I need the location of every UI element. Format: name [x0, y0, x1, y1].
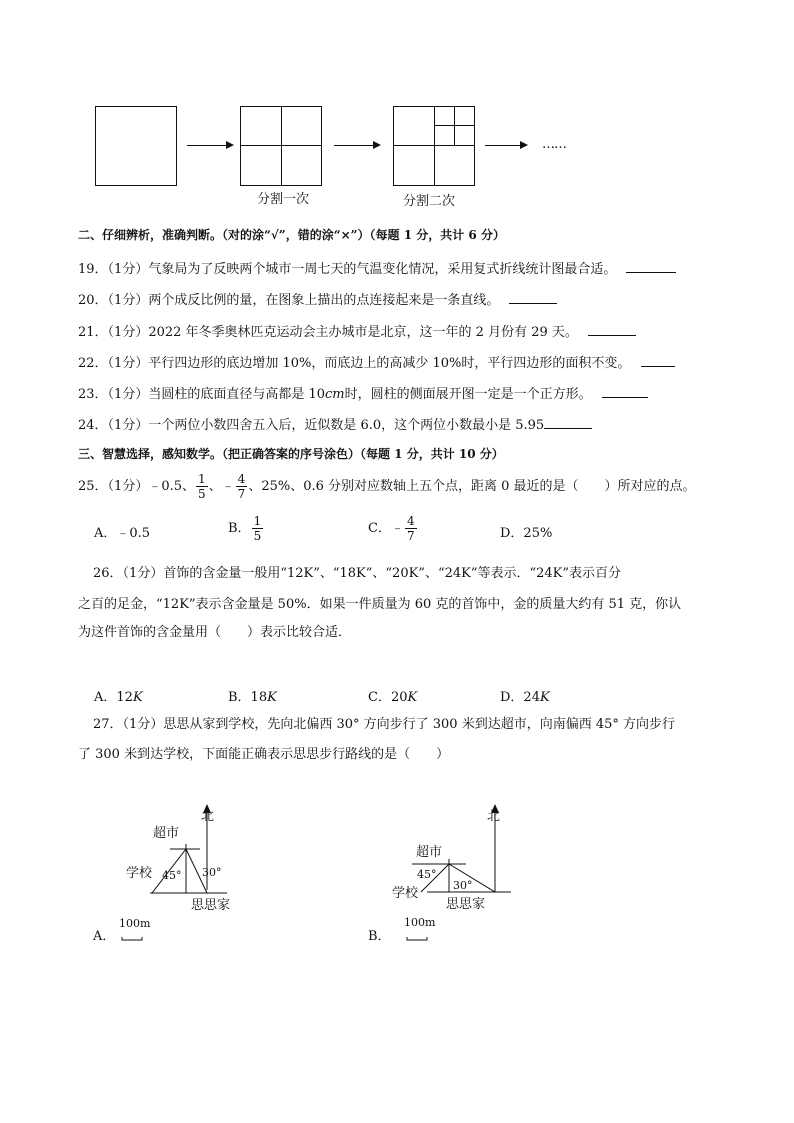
scale-bar: [122, 937, 142, 940]
q26-option-a[interactable]: [94, 686, 143, 705]
arrow-2: [334, 145, 374, 146]
route-figure-b[interactable]: [365, 800, 525, 945]
arrow-1-head: [226, 141, 234, 149]
arrow-3: [485, 145, 521, 146]
unit-k: K: [539, 690, 550, 705]
divider: [434, 106, 435, 186]
question-number: 24．: [78, 418, 108, 433]
unit-cm: cm: [325, 387, 345, 402]
question-text: （1分）平行四边形的底边增加 10%，而底边上的高减少 10%时，平行四边形的面积不变。: [107, 356, 631, 371]
fraction-four-sevenths: $\frac{4}{7}$: [237, 472, 246, 501]
arrow-1: [187, 145, 227, 146]
option-letter: B．: [228, 521, 251, 536]
question-22: [78, 354, 675, 372]
home-label: 思思家: [446, 897, 486, 912]
question-suffix: 、25%、0.6 分别对应数轴上五个点，距离 0 最近的是（ ）所对应的点。: [248, 479, 696, 494]
question-text-cont: 时，圆柱的侧面展开图一定是一个正方形。: [344, 387, 592, 402]
q26-option-b[interactable]: [228, 686, 277, 705]
fraction-one-fifth: $\frac{1}{5}$: [253, 514, 262, 543]
question-19: [78, 260, 676, 278]
option-text: B．18: [228, 690, 268, 705]
question-number: 22．: [78, 356, 108, 371]
question-number: 25．: [78, 479, 108, 494]
option-b-label: B．: [368, 929, 391, 944]
label-divided-twice: 分割二次: [403, 194, 456, 209]
option-a-label: A．: [93, 929, 116, 944]
minus-sign: ﹣: [221, 479, 235, 494]
unit-k: K: [267, 690, 277, 705]
unit-k: K: [407, 690, 418, 705]
question-text: （1分）气象局为了反映两个城市一周七天的气温变化情况，采用复式折线统计图最合适。: [107, 262, 617, 277]
angle-45-label: 45°: [417, 868, 437, 881]
angle-45-label: 45°: [162, 869, 182, 882]
question-number: 21．: [78, 325, 108, 340]
section-2-header: 二、仔细辨析，准确判断。（对的涂“√”，错的涂“×”）（每题 1 分，共计 6 分）: [78, 228, 505, 242]
arrow-2-head: [373, 141, 381, 149]
answer-blank[interactable]: [641, 354, 675, 367]
question-26-line-2: 之百的足金，“12K”表示含金量是 50%．如果一件质量为 60 克的首饰中，金的质量大约有 51 克，你认: [78, 597, 682, 612]
market-label: 超市: [416, 845, 443, 860]
angle-30-label: 30°: [453, 879, 473, 892]
home-label: 思思家: [191, 898, 231, 913]
question-text: （1分）2022 年冬季奥林匹克运动会主办城市是北京，这一年的 2 月份有 29 天。: [107, 325, 578, 340]
whole-square: [95, 106, 177, 186]
north-label: 北: [201, 809, 215, 824]
q25-option-d[interactable]: D．25%: [500, 526, 553, 541]
q25-option-a[interactable]: A．﹣0.5: [94, 526, 151, 541]
question-text: （1分）两个成反比例的量，在图象上描出的点连接起来是一条直线。: [107, 293, 500, 308]
question-number: 23．: [78, 387, 108, 402]
market-label: 超市: [153, 826, 180, 841]
divider: [393, 145, 475, 146]
question-26-line-1: 26．（1分）首饰的含金量一般用“12K”、“18K”、“20K”、“24K”等表示．“24K”表示百分: [93, 566, 622, 581]
question-25: [78, 470, 696, 504]
divider: [240, 145, 322, 146]
question-26-line-3: 为这件首饰的含金量用（ ）表示比较合适．: [78, 625, 352, 640]
question-number: 20．: [78, 293, 108, 308]
question-prefix: （1分）﹣0.5、: [107, 479, 195, 494]
option-text: D．24: [500, 690, 540, 705]
question-23: [78, 385, 648, 403]
fraction-one-fifth: $\frac{1}{5}$: [198, 472, 206, 501]
ellipsis: ……: [542, 137, 566, 152]
option-text: C．20: [368, 690, 408, 705]
section-3-header: 三、智慧选择，感知数学。（把正确答案的序号涂色）（每题 1 分，共计 10 分）: [78, 447, 504, 461]
q25-option-b[interactable]: [228, 512, 264, 546]
q26-option-c[interactable]: [368, 686, 417, 705]
divider: [281, 106, 282, 186]
answer-blank[interactable]: [626, 260, 676, 273]
answer-blank[interactable]: [544, 416, 592, 429]
question-text: （1分）一个两位小数四舍五入后，近似数是 6.0，这个两位小数最小是 5.95: [107, 418, 545, 433]
fraction-four-sevenths: $\frac{4}{7}$: [406, 514, 415, 543]
unit-k: K: [132, 690, 143, 705]
question-20: [78, 291, 557, 309]
answer-blank[interactable]: [509, 291, 557, 304]
question-27-line-1: 27．（1分）思思从家到学校，先向北偏西 30° 方向步行了 300 米到达超市，向南偏西 45° 方向步行: [93, 717, 676, 732]
school-label: 学校: [126, 866, 153, 881]
answer-blank[interactable]: [602, 385, 648, 398]
answer-blank[interactable]: [588, 323, 636, 336]
q25-option-c[interactable]: [368, 512, 418, 546]
question-24: [78, 416, 592, 434]
option-letter: C．﹣: [368, 521, 404, 536]
separator: 、: [208, 479, 222, 494]
question-number: 19．: [78, 262, 108, 277]
question-text: （1分）当圆柱的底面直径与高都是 10: [107, 387, 325, 402]
question-21: [78, 323, 636, 341]
school-label: 学校: [392, 886, 419, 901]
scale-label: 100m: [404, 916, 436, 929]
north-label: 北: [487, 809, 501, 824]
q26-option-d[interactable]: [500, 686, 550, 705]
route-figure-a[interactable]: [90, 800, 250, 945]
angle-30-label: 30°: [202, 866, 222, 879]
question-27-line-2: 了 300 米到达学校，下面能正确表示思思步行路线的是（ ）: [78, 747, 450, 762]
divider: [434, 125, 475, 126]
scale-bar: [407, 937, 427, 940]
label-divided-once: 分割一次: [257, 192, 310, 207]
arrow-3-head: [520, 141, 528, 149]
scale-label: 100m: [119, 917, 151, 930]
option-text: A．12: [94, 690, 133, 705]
